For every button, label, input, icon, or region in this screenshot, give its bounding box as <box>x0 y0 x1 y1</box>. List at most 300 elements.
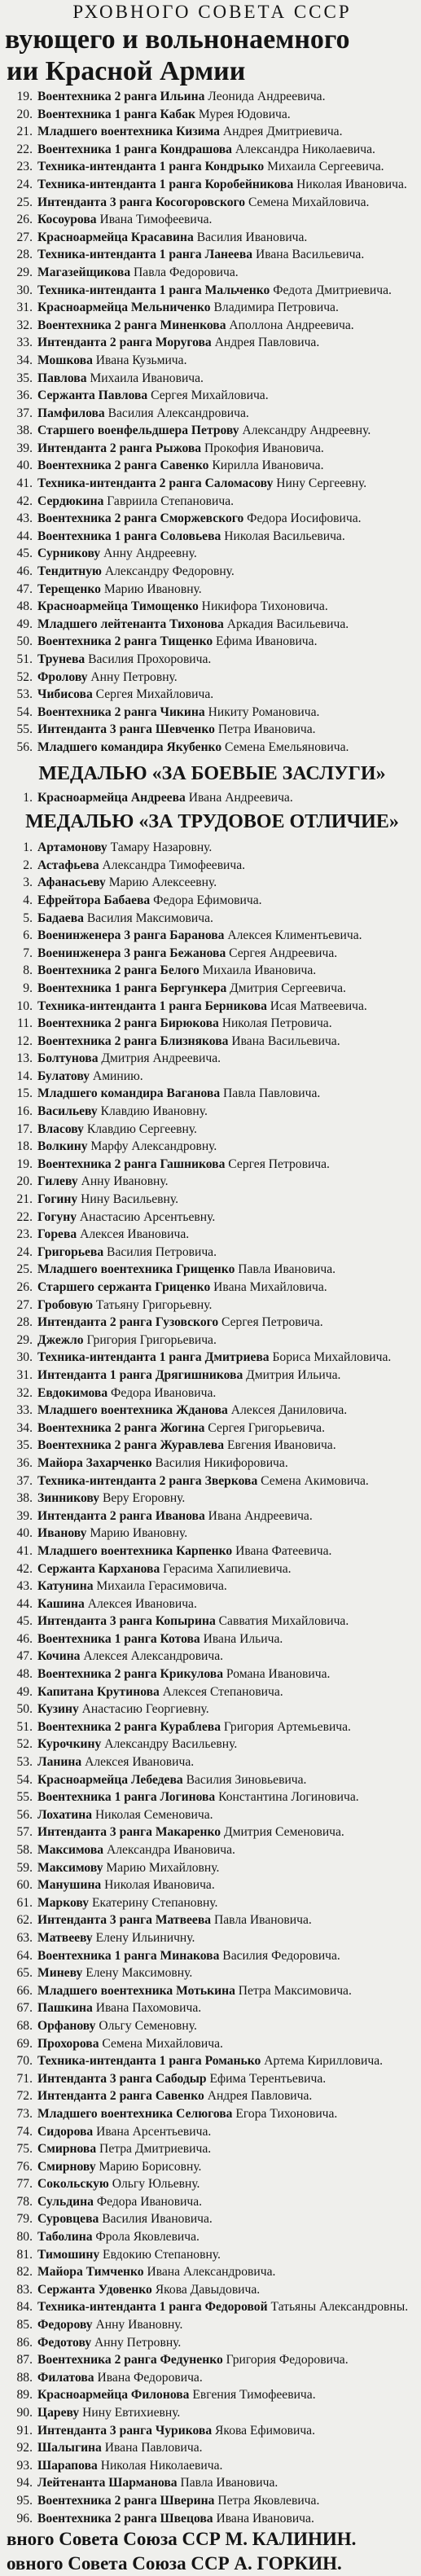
item-name-rest: Татьяну Григорьевну. <box>93 1297 213 1312</box>
item-name-bold: Интенданта 2 ранга Гузовского <box>37 1315 219 1330</box>
item-number: 83. <box>16 2282 33 2297</box>
list-item <box>7 1982 418 2000</box>
item-number: 40. <box>16 459 33 473</box>
item-name-bold: Воентехника 2 ранга Миненкова <box>37 318 226 332</box>
item-name-rest: Герасима Хапилиевича. <box>160 1561 292 1576</box>
item-name-rest: Мурея Юдовича. <box>195 107 291 121</box>
list-item <box>7 405 418 423</box>
item-name-rest: Анну Андреевну. <box>100 546 197 561</box>
item-number: 6. <box>23 928 33 943</box>
item-number: 64. <box>16 1948 33 1963</box>
item-name-bold: Прохорова <box>37 2036 99 2051</box>
item-name-bold: Воентехника 2 ранга Сморжевского <box>37 511 244 526</box>
item-name-bold: Интенданта 1 ранга Дрягишникова <box>37 1367 243 1382</box>
list-item <box>7 980 418 998</box>
item-number: 24. <box>16 177 33 191</box>
item-text <box>37 405 418 423</box>
item-name-rest: Григория Артемьевича. <box>221 1719 351 1734</box>
item-number: 8. <box>23 963 33 978</box>
item-name-rest: Александру Васильевну. <box>101 1737 238 1752</box>
list-item <box>7 839 418 857</box>
item-name-rest: Марию Михайловну. <box>103 1860 220 1875</box>
item-text <box>37 2386 418 2404</box>
item-text <box>37 1648 418 1665</box>
list-item <box>7 1332 418 1349</box>
list-item <box>7 962 418 980</box>
item-number: 54. <box>16 1772 33 1787</box>
list-item <box>7 2140 418 2158</box>
item-number: 63. <box>16 1930 33 1945</box>
item-name-rest: Петра Яковлевича. <box>214 2493 320 2508</box>
item-number: 29. <box>16 1332 33 1347</box>
item-name-bold: Булатову <box>37 1069 90 1083</box>
item-number: 91. <box>16 2423 33 2438</box>
list-item <box>7 2439 418 2457</box>
item-text <box>37 1050 418 1068</box>
item-name-rest: Ивана Михайловича. <box>210 1280 327 1294</box>
item-name-rest: Федора Ивановича. <box>93 2194 203 2209</box>
item-name-rest: Ивана Фатеевича. <box>232 1543 332 1558</box>
item-name-rest: Ефима Ивановича. <box>213 634 318 649</box>
item-number: 53. <box>16 687 33 702</box>
item-text <box>37 1314 418 1332</box>
item-name-bold: Интенданта 3 ранга Чурикова <box>37 2423 213 2438</box>
list-item <box>7 1525 418 1543</box>
list-item <box>7 229 418 247</box>
item-name-bold: Воентехника 1 ранга Соловьева <box>37 529 221 543</box>
item-name-rest: Николая Семеновича. <box>92 1807 213 1822</box>
list-item <box>7 598 418 616</box>
item-text <box>37 1753 418 1771</box>
item-text <box>37 1841 418 1859</box>
item-name-bold: Майора Захарченко <box>37 1455 152 1470</box>
item-number: 38. <box>16 1491 33 1506</box>
item-number: 34. <box>16 353 33 367</box>
item-name-rest: Василия Александровича. <box>104 406 249 420</box>
item-name-bold: Горева <box>37 1227 77 1242</box>
item-number: 1. <box>23 790 33 805</box>
item-number: 25. <box>16 195 33 209</box>
item-name-bold: Интенданта 3 ранга Матвеева <box>37 1913 212 1928</box>
list-item <box>7 1507 418 1525</box>
item-name-rest: Клавдию Сергеевну. <box>83 1121 197 1136</box>
item-text <box>37 1788 418 1806</box>
item-name-bold: Техника-интенданта 2 ранга Саломасову <box>37 476 274 491</box>
item-text <box>37 704 418 722</box>
item-number: 49. <box>16 1684 33 1699</box>
item-name-rest: Дмитрия Сергеевича. <box>226 981 346 995</box>
item-name-bold: Воентехника 1 ранга Кабак <box>37 107 195 121</box>
item-text <box>37 581 418 599</box>
item-number: 10. <box>16 998 33 1013</box>
item-name-rest: Сергея Андреевича. <box>226 946 338 960</box>
item-text <box>37 2052 418 2070</box>
item-name-rest: Савватия Михайловича. <box>215 1614 349 1629</box>
item-text <box>37 651 418 669</box>
item-number: 80. <box>16 2230 33 2245</box>
item-name-bold: Красноармейца Мельниченко <box>37 301 211 315</box>
list-item <box>7 1560 418 1578</box>
item-number: 65. <box>16 1966 33 1981</box>
item-name-rest: Ивана Ильича. <box>200 1631 283 1646</box>
item-number: 43. <box>16 511 33 526</box>
list-item <box>7 1964 418 1982</box>
item-name-rest: Сергея Петровича. <box>218 1315 323 1330</box>
item-name-rest: Анастасию Георгиевну. <box>78 1702 209 1717</box>
item-number: 41. <box>16 1543 33 1558</box>
list-item <box>7 1226 418 1244</box>
item-text <box>37 1964 418 1982</box>
item-name-bold: Цареву <box>37 2406 80 2420</box>
list-item <box>7 2175 418 2193</box>
item-name-rest: Марфу Александровну. <box>87 1139 217 1154</box>
item-number: 48. <box>16 1667 33 1682</box>
list-item <box>7 370 418 388</box>
item-name-rest: Петра Ивановича. <box>214 722 316 737</box>
item-number: 55. <box>16 1790 33 1805</box>
item-number: 93. <box>16 2458 33 2473</box>
item-text <box>37 1103 418 1121</box>
list-item <box>7 317 418 335</box>
item-name-bold: Бадаева <box>37 911 84 925</box>
list-item <box>7 1103 418 1121</box>
item-name-bold: Гогуну <box>37 1209 77 1224</box>
award-list-combat-merit <box>7 789 418 807</box>
item-text <box>37 1085 418 1103</box>
list-item <box>7 1455 418 1472</box>
list-item <box>7 1648 418 1665</box>
item-name-rest: Анну Петровну. <box>87 669 178 684</box>
item-text <box>37 962 418 980</box>
item-name-rest: Алексея Ивановича. <box>84 1596 197 1611</box>
item-text <box>37 422 418 440</box>
item-name-bold: Пашкина <box>37 2001 93 2016</box>
item-name-bold: Кашина <box>37 1596 85 1611</box>
item-number: 43. <box>16 1579 33 1594</box>
item-text <box>37 1226 418 1244</box>
item-name-bold: Воентехника 1 ранга Кондрашова <box>37 142 232 156</box>
item-number: 47. <box>16 1649 33 1664</box>
item-name-rest: Василия Ивановича. <box>193 230 308 244</box>
item-text <box>37 633 418 651</box>
item-name-bold: Григорьева <box>37 1244 104 1259</box>
item-name-bold: Воентехника 2 ранга Крикулова <box>37 1667 224 1682</box>
item-text <box>37 1894 418 1912</box>
item-number: 62. <box>16 1913 33 1928</box>
item-text <box>37 1033 418 1051</box>
item-name-bold: Филатова <box>37 2370 94 2385</box>
item-number: 45. <box>16 546 33 561</box>
item-name-rest: Дмитрия Андреевича. <box>98 1051 221 1066</box>
item-name-bold: Младшего воентехника Мотькина <box>37 1983 235 1998</box>
item-name-rest: Аркадия Васильевича. <box>223 617 349 631</box>
list-item <box>7 457 418 475</box>
item-name-bold: Зинникову <box>37 1491 100 1506</box>
item-name-rest: Дмитрия Семеновича. <box>221 1825 344 1840</box>
item-name-rest: Василия Ивановича. <box>99 2212 213 2227</box>
item-name-bold: Джежло <box>37 1332 84 1347</box>
list-item <box>7 2369 418 2387</box>
item-number: 52. <box>16 669 33 684</box>
item-number: 30. <box>16 283 33 297</box>
list-item <box>7 927 418 945</box>
item-number: 28. <box>16 248 33 262</box>
item-text <box>37 440 418 458</box>
item-number: 20. <box>16 1174 33 1189</box>
item-text <box>37 457 418 475</box>
item-text <box>37 2334 418 2352</box>
item-name-rest: Михаила Ивановича. <box>199 963 317 978</box>
list-item <box>7 1753 418 1771</box>
list-item <box>7 1297 418 1314</box>
list-item <box>7 493 418 511</box>
item-name-bold: Воентехника 2 ранга Швецова <box>37 2511 213 2526</box>
item-number: 59. <box>16 1860 33 1875</box>
list-item <box>7 2017 418 2035</box>
item-text <box>37 563 418 581</box>
item-number: 30. <box>16 1350 33 1365</box>
item-number: 58. <box>16 1843 33 1857</box>
item-number: 4. <box>23 893 33 907</box>
item-number: 54. <box>16 704 33 719</box>
item-text <box>37 910 418 928</box>
item-number: 19. <box>16 90 33 103</box>
item-name-rest: Фрола Яковлевича. <box>92 2230 200 2245</box>
item-name-rest: Петра Дмитриевича. <box>96 2142 212 2157</box>
item-name-rest: Евгения Тимофеевича. <box>189 2388 316 2403</box>
item-text <box>37 1683 418 1701</box>
item-name-rest: Клавдию Ивановну. <box>97 1104 208 1119</box>
item-name-rest: Андрея Павловича. <box>211 336 320 350</box>
item-text <box>37 874 418 892</box>
item-name-bold: Военинженера 3 ранга Баранова <box>37 928 225 943</box>
item-name-bold: Интенданта 2 ранга Рыжова <box>37 441 202 455</box>
list-item <box>7 1894 418 1912</box>
item-name-rest: Василия Прохоровича. <box>85 652 212 666</box>
item-name-bold: Красноармейца Лебедева <box>37 1772 183 1787</box>
item-number: 28. <box>16 1315 33 1330</box>
item-name-bold: Техника-интенданта 1 ранга Коробейникова <box>37 177 294 191</box>
item-name-rest: Егора Тихоновича. <box>232 2106 338 2121</box>
item-number: 20. <box>16 107 33 121</box>
item-text <box>37 1911 418 1929</box>
item-name-bold: Техника-интенданта 1 ранга Дмитриева <box>37 1350 270 1365</box>
item-number: 35. <box>16 1438 33 1453</box>
item-name-bold: Сидорова <box>37 2124 94 2139</box>
list-item <box>7 704 418 722</box>
item-name-rest: Алексея Степановича. <box>159 1684 283 1699</box>
item-text <box>37 1367 418 1385</box>
item-name-bold: Суровцева <box>37 2212 99 2227</box>
item-name-rest: Ольгу Юльевну. <box>108 2177 200 2192</box>
item-text <box>37 2158 418 2176</box>
item-name-bold: Воентехника 2 ранга Савенко <box>37 459 209 473</box>
item-name-bold: Интенданта 3 ранга Шевченко <box>37 722 215 737</box>
item-name-bold: Магазейщикова <box>37 265 131 279</box>
item-name-rest: Якова Давыдовича. <box>151 2282 261 2297</box>
item-text <box>37 1982 418 2000</box>
item-number: 37. <box>16 406 33 420</box>
list-item <box>7 1771 418 1789</box>
list-item <box>7 106 418 124</box>
item-name-bold: Воентехника 2 ранга Чикина <box>37 704 205 719</box>
item-text <box>37 1332 418 1349</box>
item-name-rest: Кирилла Ивановича. <box>208 459 324 473</box>
item-name-rest: Ивана Васильевича. <box>228 1033 340 1048</box>
item-text <box>37 1420 418 1437</box>
list-item <box>7 874 418 892</box>
item-number: 56. <box>16 739 33 754</box>
item-name-bold: Красноармейца Красавина <box>37 230 194 244</box>
item-name-bold: Воентехника 2 ранга Жогина <box>37 1420 205 1435</box>
item-text <box>37 1613 418 1630</box>
list-item <box>7 352 418 370</box>
item-name-rest: Андрея Дмитриевича. <box>219 125 343 139</box>
item-number: 16. <box>16 1104 33 1119</box>
item-text <box>37 1455 418 1472</box>
list-item <box>7 528 418 546</box>
item-number: 89. <box>16 2388 33 2403</box>
item-name-rest: Марию Ивановну. <box>86 1526 188 1541</box>
item-name-rest: Алексея Даниловича. <box>227 1403 348 1418</box>
item-name-bold: Красноармейца Филонова <box>37 2388 190 2403</box>
item-name-rest: Ефима Терентьевича. <box>206 2071 327 2086</box>
item-number: 90. <box>16 2406 33 2420</box>
item-number: 23. <box>16 160 33 174</box>
list-item <box>7 1191 418 1209</box>
item-name-bold: Техника-интенданта 1 ранга Ланеева <box>37 248 253 262</box>
item-name-bold: Интенданта 3 ранга Макаренко <box>37 1825 221 1840</box>
item-text <box>37 1156 418 1174</box>
item-text <box>37 387 418 405</box>
item-name-bold: Иванову <box>37 1526 87 1541</box>
list-item <box>7 1085 418 1103</box>
item-name-rest: Тамару Назаровну. <box>107 840 213 855</box>
item-text <box>37 493 418 511</box>
item-name-bold: Младшего воентехника Карпенко <box>37 1543 233 1558</box>
item-name-rest: Николая Петровича. <box>218 1016 332 1031</box>
item-name-rest: Романа Ивановича. <box>223 1667 331 1682</box>
item-name-rest: Михаила Ивановича. <box>86 371 204 385</box>
list-item <box>7 1279 418 1297</box>
item-name-bold: Интенданта 2 ранга Иванова <box>37 1508 205 1523</box>
list-item <box>7 1314 418 1332</box>
item-name-bold: Старшего военфельдшера Петрову <box>37 423 239 438</box>
list-item <box>7 686 418 704</box>
item-text <box>37 2246 418 2264</box>
list-item <box>7 1015 418 1033</box>
item-number: 45. <box>16 1614 33 1629</box>
item-text <box>37 927 418 945</box>
item-name-rest: Никиту Романовича. <box>204 704 320 719</box>
list-item <box>7 1261 418 1279</box>
item-text <box>37 2070 418 2088</box>
list-item <box>7 2263 418 2281</box>
item-name-bold: Майора Тимченко <box>37 2265 144 2280</box>
item-number: 67. <box>16 2001 33 2016</box>
item-number: 32. <box>16 318 33 332</box>
list-item <box>7 422 418 440</box>
list-item <box>7 1068 418 1086</box>
item-text <box>37 545 418 563</box>
list-item <box>7 2123 418 2141</box>
item-number: 21. <box>16 1192 33 1207</box>
item-name-bold: Астафьева <box>37 858 99 872</box>
item-text <box>37 1244 418 1262</box>
item-text <box>37 945 418 963</box>
list-item <box>7 2210 418 2228</box>
item-name-bold: Воентехника 2 ранга Кураблева <box>37 1719 221 1734</box>
footer-line-2: овного Совета Союза ССР А. ГОРКИН. <box>7 2553 342 2574</box>
item-text <box>37 1385 418 1402</box>
item-text <box>37 1859 418 1877</box>
item-number: 94. <box>16 2476 33 2490</box>
item-text <box>37 1947 418 1965</box>
header-line-2: вующего и вольнонаемного <box>5 24 350 55</box>
item-text <box>37 2422 418 2440</box>
item-name-rest: Петра Максимовича. <box>235 1983 352 1998</box>
section-title-combat-merit: МЕДАЛЬЮ «ЗА БОЕВЫЕ ЗАСЛУГИ» <box>38 762 386 784</box>
item-text <box>37 2017 418 2035</box>
header-line-1: РХОВНОГО СОВЕТА СССР <box>72 2 352 22</box>
item-number: 79. <box>16 2212 33 2227</box>
item-name-bold: Катунина <box>37 1579 94 1594</box>
item-text <box>37 1138 418 1156</box>
item-text <box>37 1507 418 1525</box>
item-name-bold: Косоурова <box>37 213 97 227</box>
item-name-bold: Военинженера 3 ранга Бежанова <box>37 946 226 960</box>
item-name-rest: Сергея Петровича. <box>225 1156 330 1171</box>
item-name-rest: Ивана Павловича. <box>101 2441 203 2455</box>
item-number: 71. <box>16 2071 33 2086</box>
item-text <box>37 2123 418 2141</box>
item-name-rest: Михаила Герасимовича. <box>93 1579 227 1594</box>
item-number: 46. <box>16 1631 33 1646</box>
item-number: 23. <box>16 1227 33 1242</box>
item-name-bold: Сержанта Удовенко <box>37 2282 152 2297</box>
item-name-bold: Техника-интенданта 1 ранга Мальченко <box>37 283 270 297</box>
item-name-rest: Федота Дмитриевича. <box>270 283 392 297</box>
item-number: 15. <box>16 1086 33 1101</box>
item-text <box>37 1121 418 1139</box>
item-text <box>37 334 418 352</box>
item-name-rest: Татьяны Александровны. <box>267 2300 409 2315</box>
item-name-rest: Василия Зиновьевича. <box>182 1772 307 1787</box>
list-item <box>7 282 418 300</box>
item-name-bold: Миневу <box>37 1966 83 1981</box>
item-text <box>37 1525 418 1543</box>
list-item <box>7 998 418 1016</box>
item-name-bold: Орфанову <box>37 2018 96 2033</box>
item-name-rest: Гавриила Степановича. <box>103 494 235 508</box>
item-name-rest: Марию Алексеевну. <box>105 875 217 890</box>
item-number: 51. <box>16 652 33 666</box>
item-name-rest: Федора Иосифовича. <box>243 511 362 526</box>
list-item <box>7 194 418 212</box>
item-text <box>37 2175 418 2193</box>
item-text <box>37 370 418 388</box>
item-text <box>37 1806 418 1824</box>
item-name-bold: Ефрейтора Бабаева <box>37 893 151 907</box>
item-name-rest: Александру Федоровну. <box>101 564 235 579</box>
item-name-bold: Артамонову <box>37 840 107 855</box>
item-text <box>37 857 418 875</box>
item-number: 41. <box>16 476 33 491</box>
item-text <box>37 510 418 528</box>
item-name-rest: Григория Федоровича. <box>222 2353 349 2368</box>
item-name-bold: Техника-интенданта 1 ранга Федоровой <box>37 2300 268 2315</box>
item-text <box>37 1630 418 1648</box>
